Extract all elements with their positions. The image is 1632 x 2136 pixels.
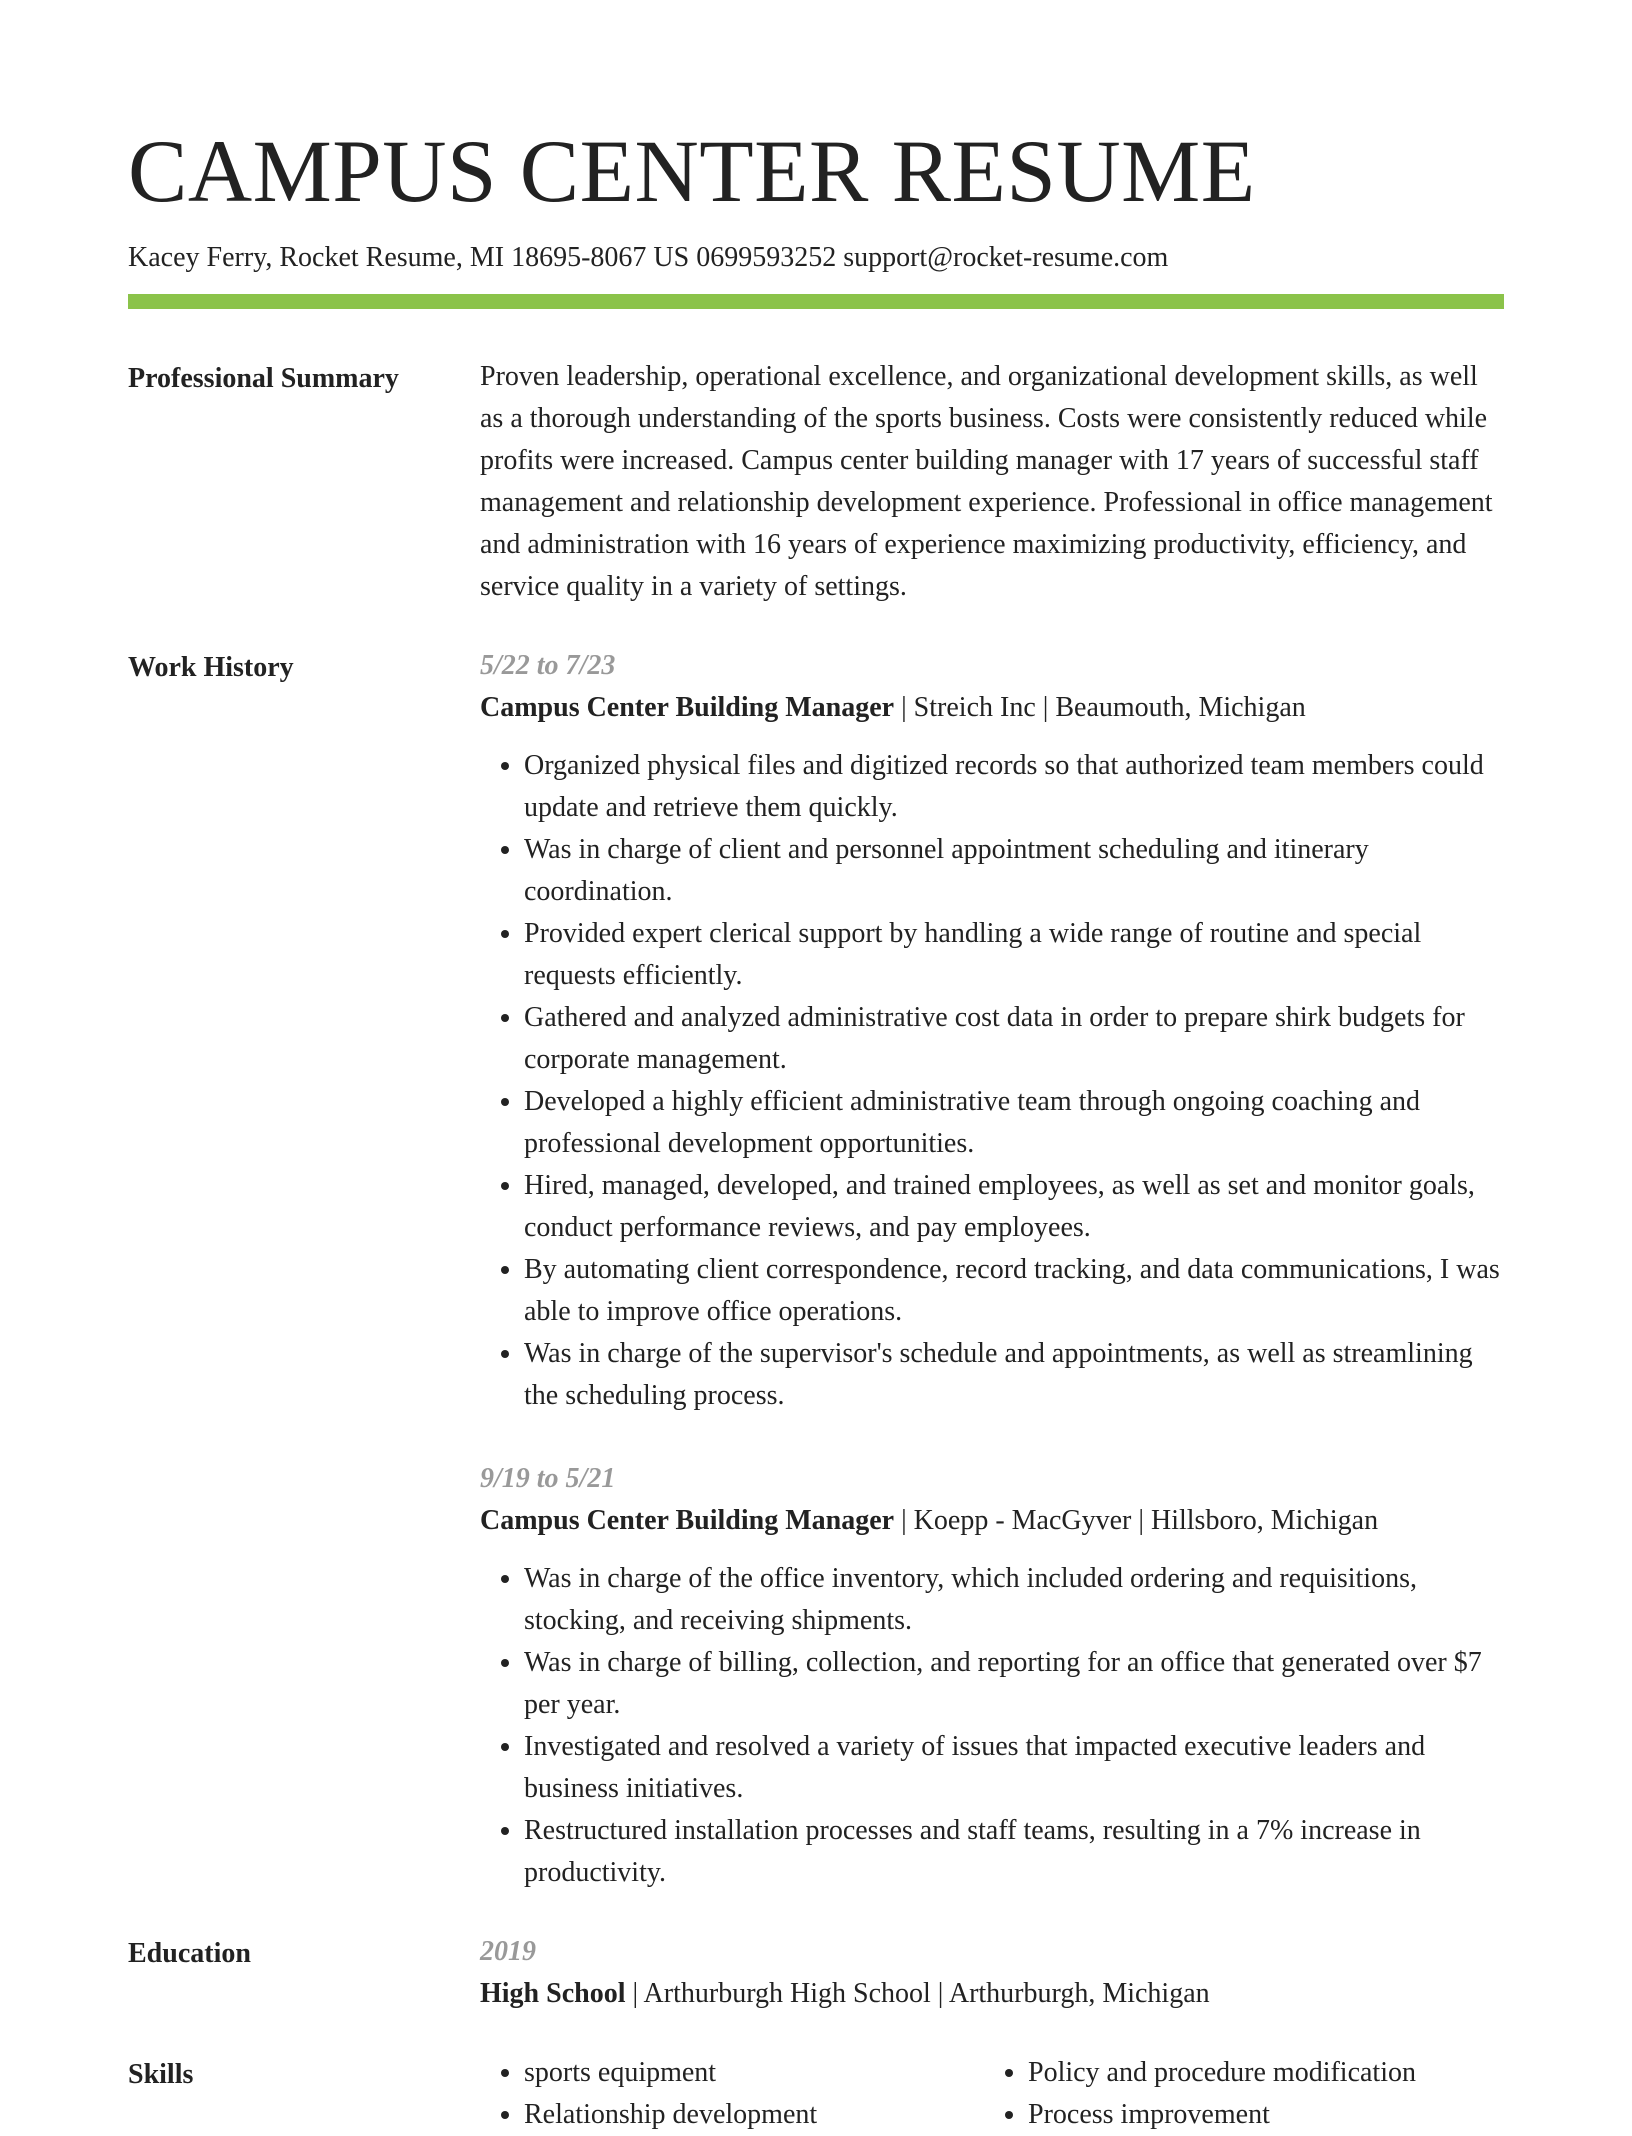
education-line bbox=[480, 1973, 1504, 2015]
skill-item: • sports equipment bbox=[524, 2052, 1028, 2094]
list-item: • Was in charge of the supervisor's schedule and appointments, as well as streamlining the scheduling process. bbox=[524, 1333, 1504, 1417]
resume-title: CAMPUS CENTER RESUME bbox=[128, 123, 1256, 221]
job-details: | Koepp - MacGyver | Hillsboro, Michigan bbox=[894, 1505, 1379, 1536]
skill-item: • Relationship development bbox=[524, 2094, 1028, 2136]
list-item: • Restructured installation processes and staff teams, resulting in a 7% increase in productivity. bbox=[524, 1810, 1504, 1894]
job-bullets bbox=[480, 1558, 1504, 1894]
job-bullets bbox=[480, 745, 1504, 1417]
contact-person: Kacey Ferry, bbox=[128, 242, 273, 273]
skills-heading: Skills bbox=[128, 2059, 194, 2090]
summary-text: Proven leadership, operational excellence, and organizational development skills, as well as a thorough understanding of the sports business. Costs were consistently reduced while profits were increased. Campus center building manager with 17 years of successful staff management and relationship development experience. Professional in office management and administration with 16 years of experience maximizing productivity, efficiency, and service quality in a variety of settings. bbox=[480, 361, 1493, 602]
job-role-line bbox=[480, 687, 1504, 729]
education-degree: High School bbox=[480, 1978, 626, 2009]
education-details: | Arthurburgh High School | Arthurburgh, Michigan bbox=[625, 1978, 1210, 2009]
contact-address: Rocket Resume, MI 18695-8067 US bbox=[279, 242, 690, 273]
job-dates: 5/22 to 7/23 bbox=[480, 650, 616, 681]
header-divider bbox=[128, 294, 1504, 309]
job-role-line bbox=[480, 1500, 1504, 1542]
education-section bbox=[128, 1934, 1504, 2015]
education-heading: Education bbox=[128, 1938, 251, 1969]
list-item: • Investigated and resolved a variety of issues that impacted executive leaders and business initiatives. bbox=[524, 1726, 1504, 1810]
job-entry bbox=[480, 645, 1504, 1417]
contact-phone: 0699593252 bbox=[696, 242, 837, 273]
contact-email: support@rocket-resume.com bbox=[843, 242, 1169, 273]
skills-list bbox=[480, 2052, 1532, 2136]
summary-heading: Professional Summary bbox=[128, 363, 399, 394]
job-dates: 9/19 to 5/21 bbox=[480, 1463, 616, 1494]
work-history-heading: Work History bbox=[128, 652, 294, 683]
job-entry bbox=[480, 1458, 1504, 1894]
list-item: • By automating client correspondence, record tracking, and data communications, I was able to improve office operations. bbox=[524, 1249, 1504, 1333]
list-item: • Developed a highly efficient administrative team through ongoing coaching and professional development opportunities. bbox=[524, 1081, 1504, 1165]
list-item: • Was in charge of client and personnel appointment scheduling and itinerary coordination. bbox=[524, 829, 1504, 913]
list-item: • Organized physical files and digitized records so that authorized team members could update and retrieve them quickly. bbox=[524, 745, 1504, 829]
resume-page bbox=[128, 118, 1504, 2136]
list-item: • Provided expert clerical support by handling a wide range of routine and special requests efficiently. bbox=[524, 913, 1504, 997]
skills-section bbox=[128, 2055, 1504, 2136]
job-details: | Streich Inc | Beaumouth, Michigan bbox=[894, 692, 1306, 723]
list-item: • Hired, managed, developed, and trained employees, as well as set and monitor goals, conduct performance reviews, and pay employees. bbox=[524, 1165, 1504, 1249]
skill-item: • Process improvement bbox=[1028, 2094, 1532, 2136]
job-title: Campus Center Building Manager bbox=[480, 1505, 895, 1536]
list-item: • Was in charge of the office inventory, which included ordering and requisitions, stocking, and receiving shipments. bbox=[524, 1558, 1504, 1642]
education-year: 2019 bbox=[480, 1936, 536, 1967]
list-item: • Gathered and analyzed administrative cost data in order to prepare shirk budgets for corporate management. bbox=[524, 997, 1504, 1081]
work-history-section bbox=[128, 648, 1504, 1894]
job-title: Campus Center Building Manager bbox=[480, 692, 895, 723]
summary-section bbox=[128, 359, 1504, 608]
contact-line bbox=[128, 240, 1504, 276]
skill-item: • Policy and procedure modification bbox=[1028, 2052, 1532, 2094]
list-item: • Was in charge of billing, collection, and reporting for an office that generated over $7 per year. bbox=[524, 1642, 1504, 1726]
